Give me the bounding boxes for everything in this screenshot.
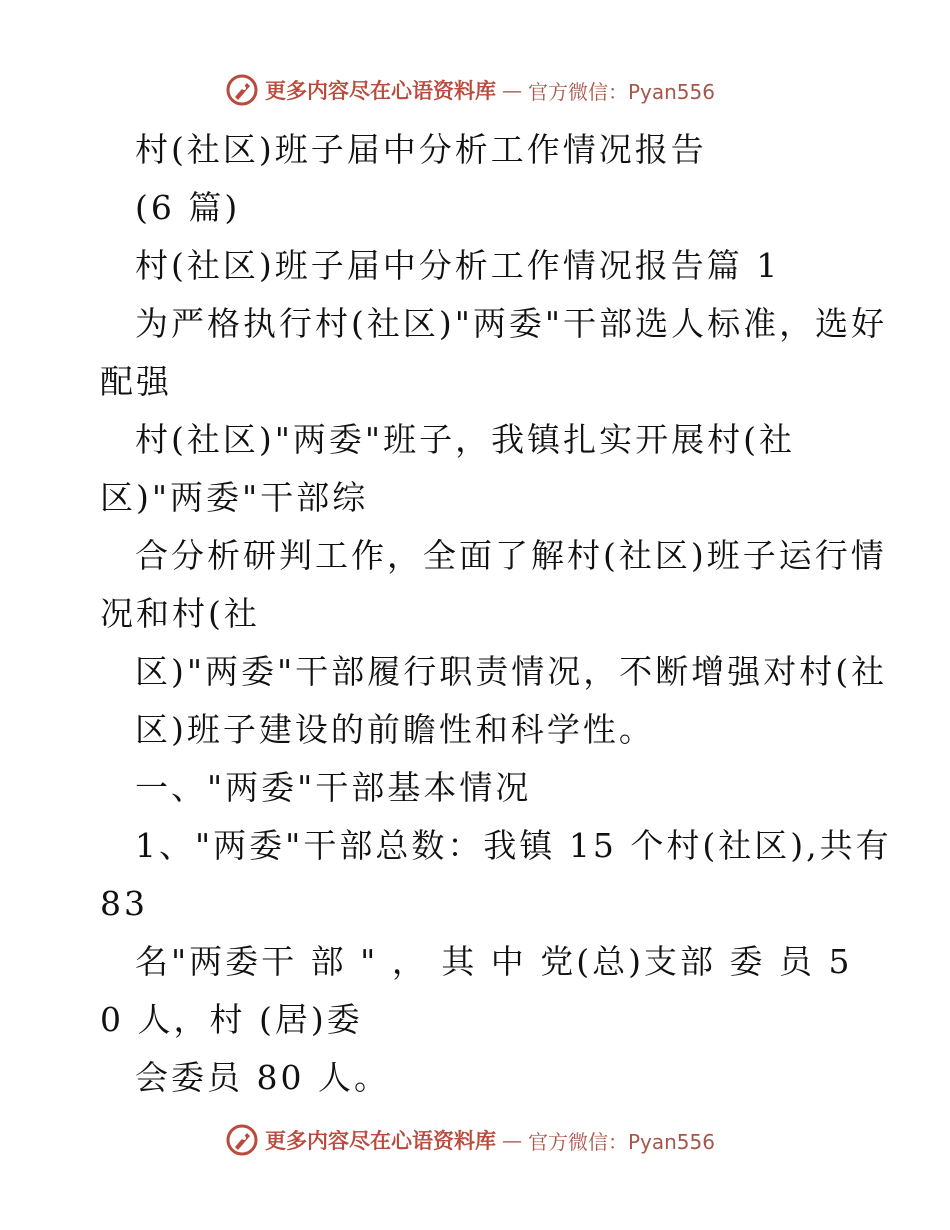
pen-nib-logo-icon (225, 1123, 259, 1157)
banner-content (225, 73, 715, 107)
paragraph-line: 村(社区)"两委"班子，我镇扎实开展村(社 (135, 420, 795, 459)
banner-main-text: 更多内容尽在心语资料库 (264, 1128, 496, 1153)
header-banner (0, 70, 950, 110)
paragraph-line: 为严格执行村(社区)"两委"干部选人标准，选好 (135, 304, 888, 343)
paragraph-line: 1、"两委"干部总数：我镇 15 个村(社区),共有 (135, 826, 892, 865)
subsection-heading: 一、"两委"干部基本情况 (135, 768, 532, 807)
banner-dash: — (501, 78, 522, 102)
paragraph-line: 0 人，村 (居)委 (100, 1000, 363, 1039)
paragraph-line: 会委员 80 人。 (135, 1058, 390, 1097)
section-heading: 村(社区)班子届中分析工作情况报告篇 1 (135, 246, 781, 285)
banner-dash: — (501, 1128, 522, 1152)
paragraph-line: 名"两委干 部 " ， 其 中 党(总)支部 委 员 5 (135, 942, 853, 981)
paragraph-line: 区)"两委"干部综 (100, 478, 369, 517)
paragraph-line: 区)班子建设的前瞻性和科学性。 (135, 710, 655, 749)
paragraph-line: 83 (100, 884, 148, 923)
footer-banner (0, 1120, 950, 1160)
paragraph-line: 况和村(社 (100, 594, 260, 633)
paragraph-line: 区)"两委"干部履行职责情况，不断增强对村(社 (135, 652, 888, 691)
pen-nib-logo-icon (225, 73, 259, 107)
banner-main-text: 更多内容尽在心语资料库 (264, 78, 496, 103)
paragraph-line: 合分析研判工作，全面了解村(社区)班子运行情 (135, 536, 887, 575)
banner-content (225, 1123, 715, 1157)
banner-wechat-text: 官方微信：Pyan556 (527, 1129, 715, 1154)
paragraph-line: 配强 (100, 362, 172, 401)
document-title: 村(社区)班子届中分析工作情况报告 (135, 130, 707, 169)
banner-wechat-text: 官方微信：Pyan556 (527, 79, 715, 104)
document-title-count: (6 篇) (135, 188, 241, 227)
